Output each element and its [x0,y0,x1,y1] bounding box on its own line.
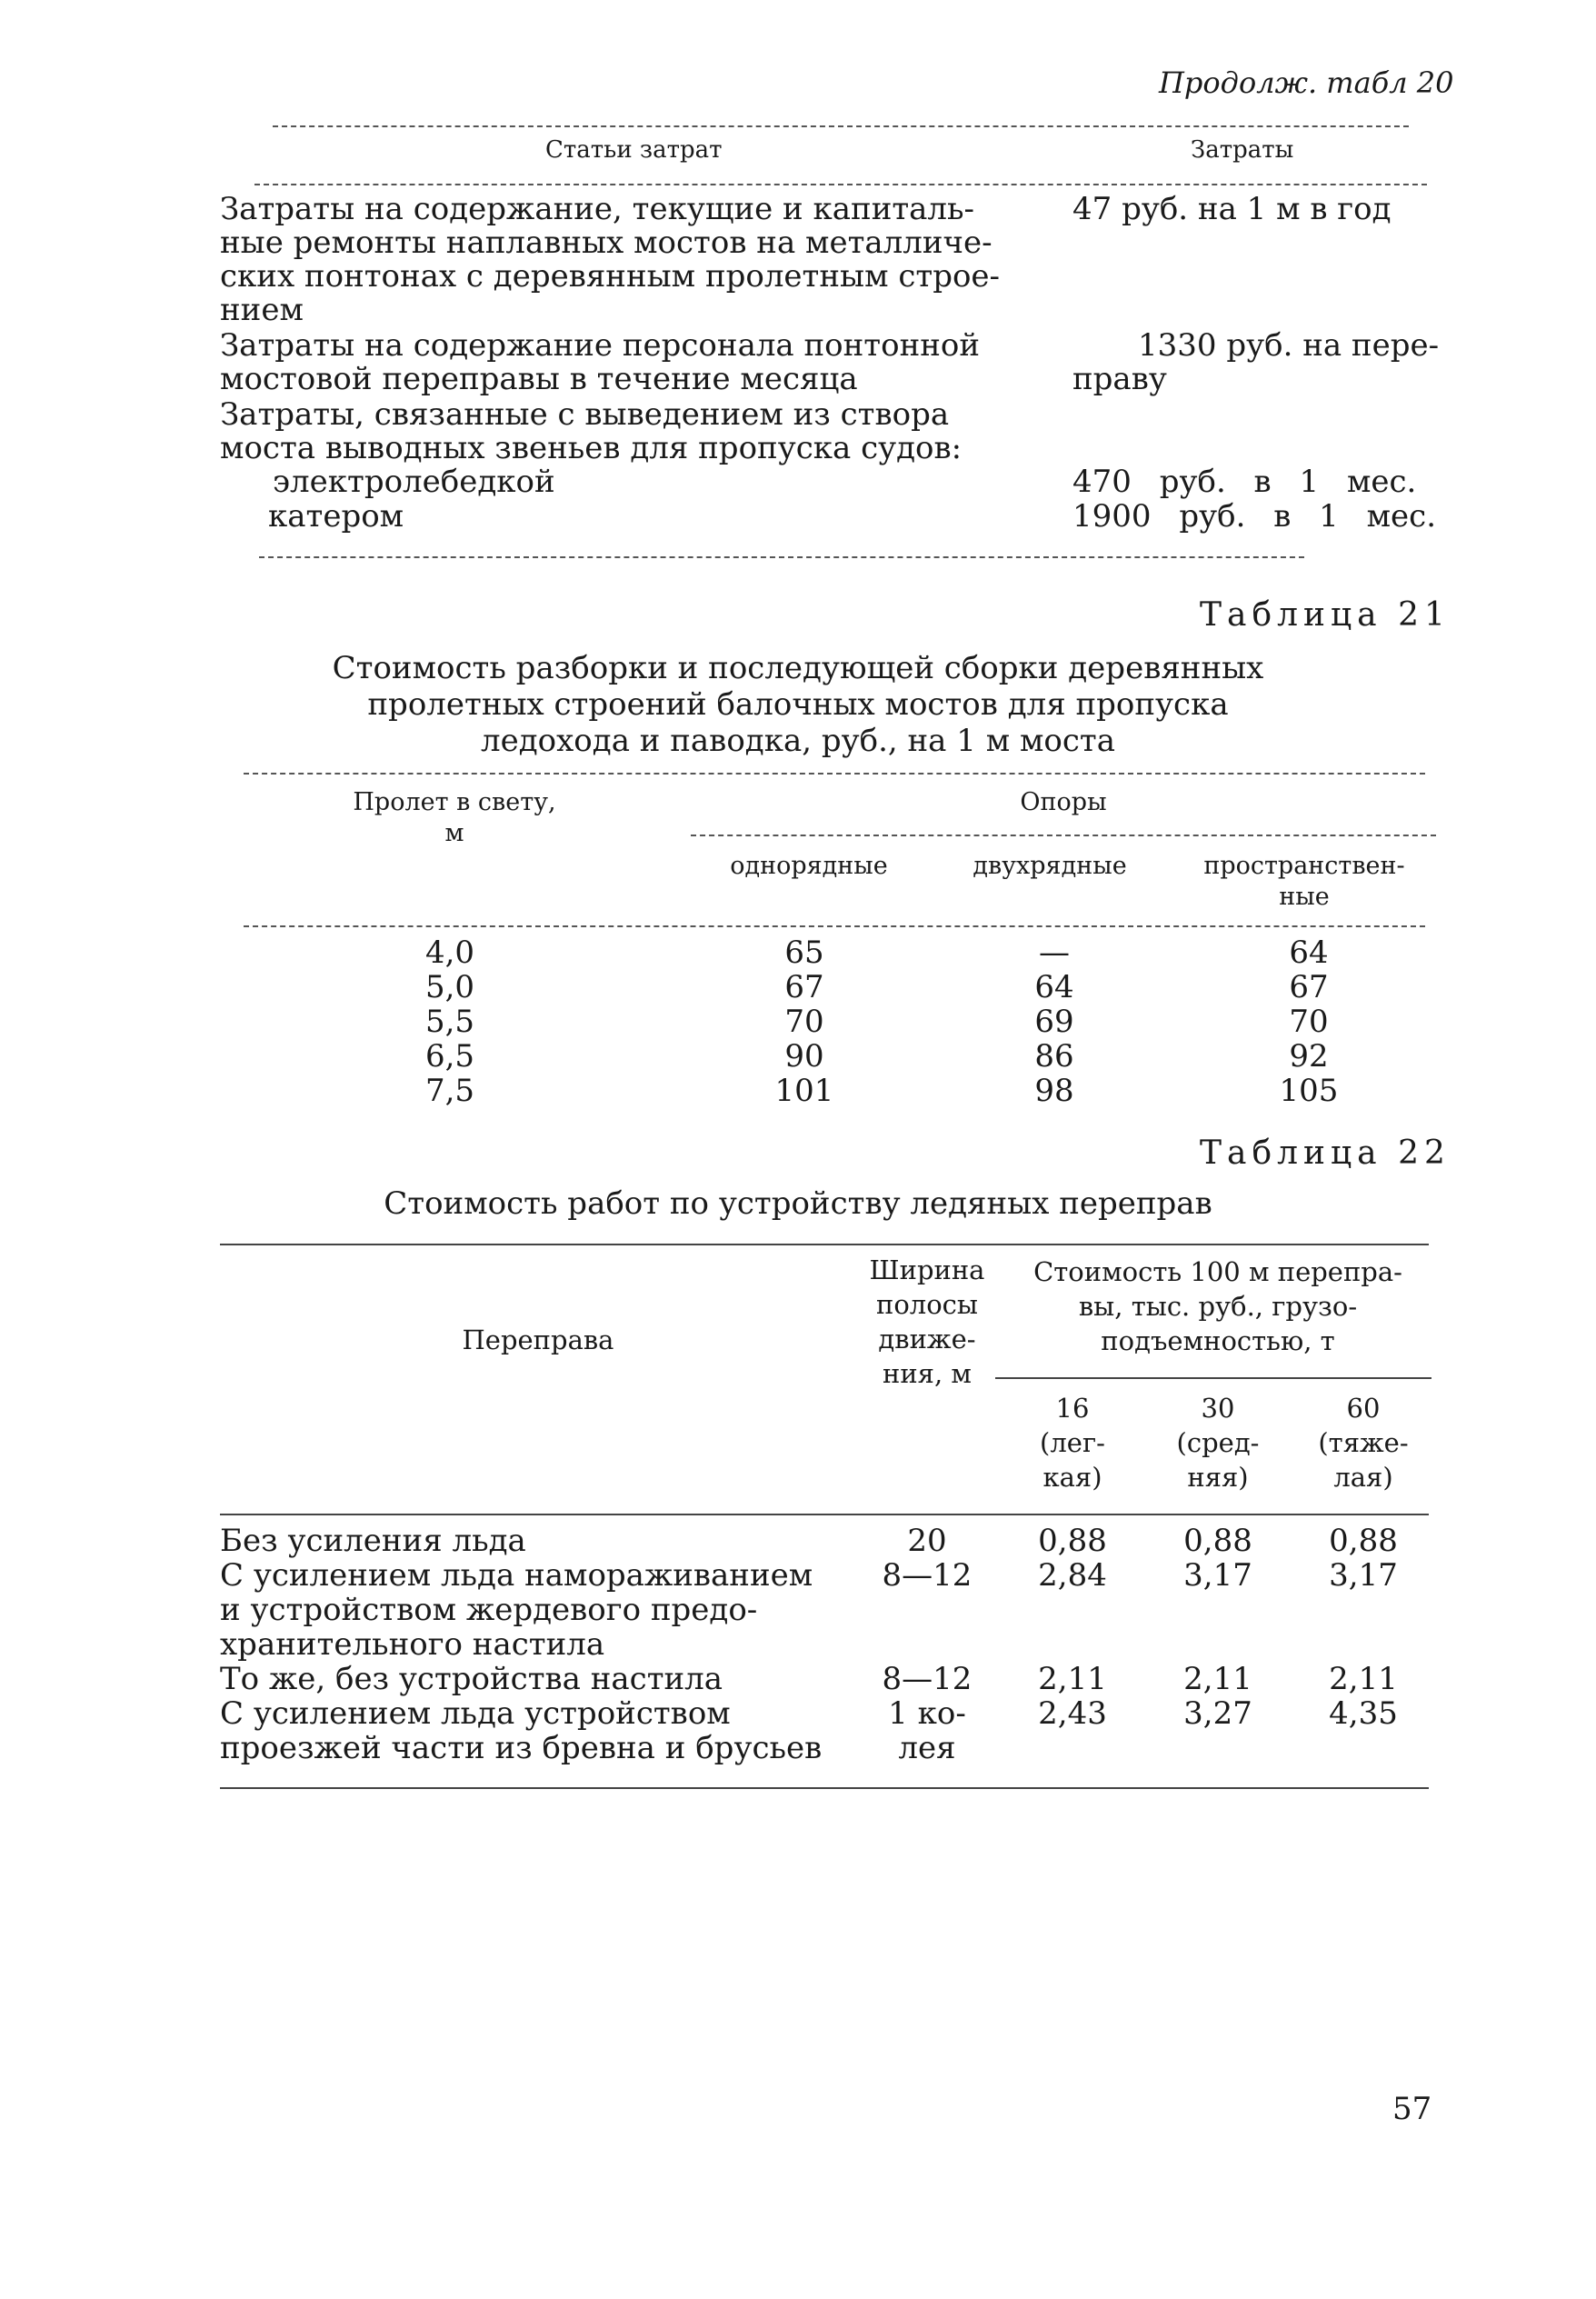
table20-header-items: Статьи затрат [545,136,723,164]
crossing-name: С усилением льда намораживанием и устройством жердевого предо- хранительного настила [220,1557,813,1663]
table20-row-winch: электролебедкой [273,464,555,500]
table-cell: 4,0 [424,935,475,971]
table20-top-rule [273,125,1409,127]
lane-width: 8—12 [882,1557,973,1594]
table20-row-boat: катером [268,498,404,535]
table22-header-rule [220,1514,1429,1515]
table22-subheader-30: 30 (сред- няя) [1176,1393,1260,1493]
lane-width: 8—12 [882,1661,973,1697]
cost-value: 2,43 [1038,1695,1107,1732]
table20-cost-winch: 470 руб. в 1 мес. [1072,464,1417,500]
table-cell: 65 [784,935,824,971]
table20-header-costs: Затраты [1191,136,1294,164]
table22-subheader-16: 16 (лег- кая) [1040,1393,1105,1493]
table22-header-width: Ширина полосы движе- ния, м [869,1254,985,1389]
table22-header-cost: Стоимость 100 м перепра- вы, тыс. руб., грузо- подъемностью, т [1033,1256,1402,1356]
table21-caption: Стоимость разборки и последующей сборки деревянных пролетных строений балочных мостов для пропуска ледохода и паводка, руб., на 1 м моста [332,650,1264,759]
table-cell: 5,5 [424,1004,475,1040]
table20-row-staff: Затраты на содержание персонала понтонной мостовой переправы в течение месяца [220,327,981,397]
table21-header-span: Пролет в свету, м [353,788,556,847]
table-cell: 5,0 [424,969,475,1005]
cost-value: 2,11 [1038,1661,1107,1697]
cost-value: 4,35 [1329,1695,1398,1732]
table22-subheader-60: 60 (тяже- лая) [1318,1393,1409,1493]
table22-bottom-rule [220,1787,1429,1789]
cost-value: 0,88 [1329,1523,1398,1559]
table-cell: 70 [784,1004,824,1040]
table-cell: 92 [1289,1038,1329,1075]
cost-value: 3,17 [1329,1557,1398,1594]
table21-header-rule [244,925,1425,927]
table-cell: 86 [1034,1038,1074,1075]
table20-bottom-rule [259,556,1304,558]
table22-caption: Стоимость работ по устройству ледяных переправ [384,1185,1212,1222]
table20-cost-staff: 1330 руб. на пере- праву [1072,327,1440,397]
cost-value: 0,88 [1038,1523,1107,1559]
table22-group-rule [995,1377,1431,1379]
table22-top-rule [220,1244,1429,1245]
table21-subheader-spatial: пространствен- ные [1203,852,1405,911]
table-cell: 98 [1034,1073,1074,1109]
table-cell: 105 [1279,1073,1339,1109]
table20-row-repair: Затраты на содержание, текущие и капиталь- ные ремонты наплавных мостов на металличе- ских понтонах с деревянным пролетным строе- нием [220,191,1001,328]
cost-value: 2,84 [1038,1557,1107,1594]
table20-cost-boat: 1900 руб. в 1 мес. [1072,498,1436,535]
cost-value: 2,11 [1183,1661,1252,1697]
table-cell: 101 [774,1073,834,1109]
table-cell: 64 [1289,935,1329,971]
table21-group-rule [691,835,1436,836]
continuation-label: Продолж. табл 20 [1159,65,1454,100]
cost-value: 3,17 [1183,1557,1252,1594]
table-cell: 90 [784,1038,824,1075]
table21-header-supports: Опоры [1020,788,1107,816]
table20-row-lifting: Затраты, связанные с выведением из створа моста выводных звеньев для пропуска судов: [220,396,963,466]
cost-value: 3,27 [1183,1695,1252,1732]
table-cell: 67 [784,969,824,1005]
table22-label: Таблица 22 [1200,1135,1451,1172]
crossing-name: Без усиления льда [220,1523,526,1559]
table-cell: 6,5 [424,1038,475,1075]
cost-value: 2,11 [1329,1661,1398,1697]
crossing-name: То же, без устройства настила [220,1661,723,1697]
lane-width: 1 ко- лея [888,1695,966,1766]
table-cell: — [1039,935,1070,971]
table20-header-rule [254,184,1427,185]
page-number: 57 [1392,2091,1432,2127]
table21-subheader-single: однорядные [730,852,888,880]
table-cell: 70 [1289,1004,1329,1040]
table20-cost-repair: 47 руб. на 1 м в год [1072,191,1392,227]
table21-label: Таблица 21 [1200,596,1451,634]
cost-value: 0,88 [1183,1523,1252,1559]
table-cell: 64 [1034,969,1074,1005]
table-cell: 7,5 [424,1073,475,1109]
table-cell: 69 [1034,1004,1074,1040]
table22-header-crossing: Переправа [462,1324,614,1355]
lane-width: 20 [907,1523,947,1559]
table21-subheader-double: двухрядные [973,852,1127,880]
crossing-name: С усилением льда устройством проезжей части из бревна и брусьев [220,1695,823,1766]
table-cell: 67 [1289,969,1329,1005]
table21-top-rule [244,773,1425,775]
